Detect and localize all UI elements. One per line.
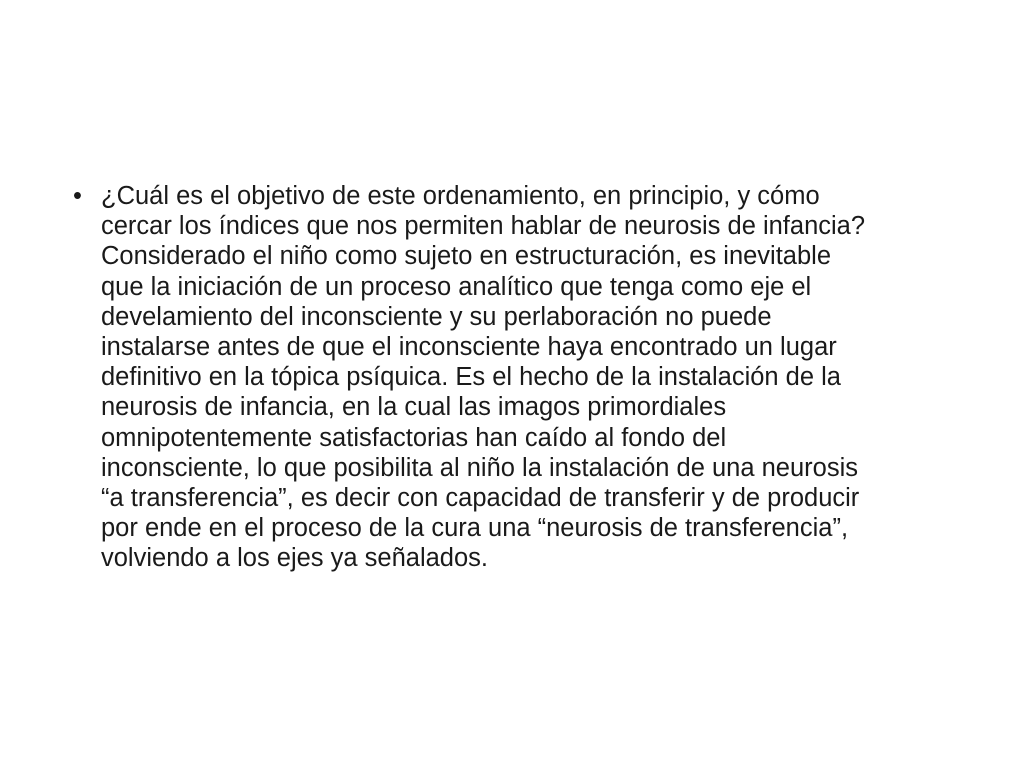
paragraph-line: develamiento del inconsciente y su perlaboración no puede (101, 302, 772, 331)
paragraph-line: inconsciente, lo que posibilita al niño la instalación de una neurosis (101, 453, 858, 482)
paragraph-line: neurosis de infancia, en la cual las imagos primordiales (101, 393, 727, 422)
paragraph-line: instalarse antes de que el inconsciente haya encontrado un lugar (101, 333, 837, 362)
paragraph-line: ¿Cuál es el objetivo de este ordenamiento, en principio, y cómo (101, 182, 820, 210)
bullet-item (73, 181, 973, 574)
paragraph-line: omnipotentemente satisfactorias han caído al fondo del (101, 423, 727, 452)
paragraph-line: cercar los índices que nos permiten hablar de neurosis de infancia? (101, 212, 866, 241)
paragraph-line: volviendo a los ejes ya señalados. (101, 544, 488, 573)
paragraph-line: por ende en el proceso de la cura una “neurosis de transferencia”, (101, 514, 849, 543)
bullet-list (73, 181, 973, 574)
paragraph-text (101, 181, 973, 574)
paragraph-line: “a transferencia”, es decir con capacidad de transferir y de producir (101, 484, 860, 513)
paragraph-line: definitivo en la tópica psíquica. Es el hecho de la instalación de la (101, 363, 841, 392)
paragraph-line: Considerado el niño como sujeto en estructuración, es inevitable (101, 242, 832, 271)
paragraph-line: que la iniciación de un proceso analítico que tenga como eje el (101, 272, 812, 301)
bullet-marker: • (73, 182, 82, 210)
